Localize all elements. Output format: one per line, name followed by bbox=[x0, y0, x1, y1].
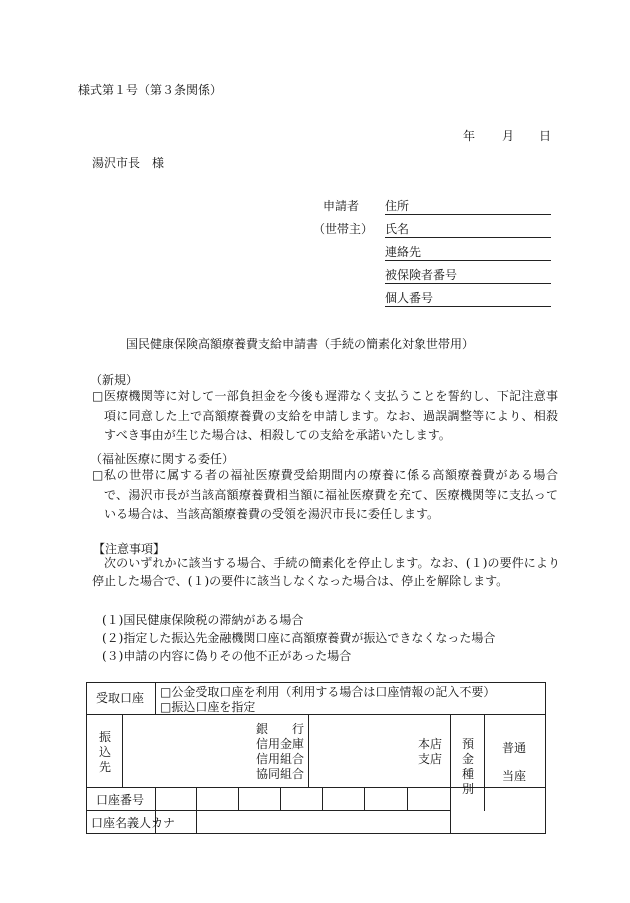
section-welfare-text: 私の世帯に属する者の福祉医療費受給期間内の療養に係る高額療養費がある場合で、湯沢市長が当該高額療養費相当額に福祉医療費を充て、医療機関等に支払っている場合は、当該高額療養費の受領を湯沢市長に委任します。 bbox=[104, 468, 558, 521]
date-month: 月 bbox=[502, 129, 515, 143]
table-vline-transfer bbox=[122, 714, 123, 788]
applicant-label: 申請者 bbox=[323, 199, 360, 213]
welfare-checkbox[interactable]: □ bbox=[92, 468, 104, 482]
date-day: 日 bbox=[539, 129, 552, 143]
acct-digit-line-3 bbox=[280, 787, 281, 811]
acct-digit-line-4 bbox=[322, 787, 323, 811]
address-field[interactable]: 住所 bbox=[385, 200, 551, 215]
note-item-3: (３)申請の内容に偽りその他不正があった場合 bbox=[102, 649, 352, 663]
transfer-destination-label: 振込先 bbox=[98, 730, 111, 774]
acct-digit-line-2 bbox=[238, 787, 239, 811]
account-type-current[interactable]: 当座 bbox=[502, 769, 527, 783]
branch-type-branch[interactable]: 支店 bbox=[418, 752, 443, 766]
note-item-1: (１)国民健康保険税の滞納がある場合 bbox=[102, 613, 304, 627]
table-hline-3 bbox=[86, 810, 451, 811]
table-vline-label bbox=[155, 682, 156, 715]
section-new-text: 医療機関等に対して一部負担金を今後も遅滞なく支払うことを誓約し、下記注意事項に同意した上で高額療養費の支給を申請します。なお、過誤調整等により、相殺すべき事由が生じた場合は、相殺しての支給を承諾いたします。 bbox=[104, 389, 558, 442]
note-item-2: (２)指定した振込先金融機関口座に高額療養費が振込できなくなった場合 bbox=[102, 631, 496, 645]
section-welfare-paragraph bbox=[92, 466, 558, 525]
insured-number-field[interactable]: 被保険者番号 bbox=[385, 269, 551, 284]
table-vline-deposit-left bbox=[450, 714, 451, 834]
section-new-paragraph bbox=[92, 387, 558, 446]
deposit-type-label: 預金種別 bbox=[461, 737, 474, 796]
acct-digit-line-1 bbox=[196, 787, 197, 834]
table-vline-deposit-right bbox=[484, 714, 485, 811]
householder-label: （世帯主） bbox=[313, 222, 374, 236]
designated-account-option[interactable]: □振込口座を指定 bbox=[160, 700, 256, 714]
bank-type-shinkumi[interactable]: 信用組合 bbox=[256, 752, 305, 766]
date-year: 年 bbox=[463, 129, 476, 143]
acct-digit-line-5 bbox=[364, 787, 365, 811]
personal-number-field[interactable]: 個人番号 bbox=[385, 292, 551, 307]
acct-digit-line-6 bbox=[407, 787, 408, 811]
form-number: 様式第１号（第３条関係） bbox=[78, 83, 223, 97]
section-welfare-heading: （福祉医療に関する委任） bbox=[90, 452, 235, 466]
account-number-label: 口座番号 bbox=[96, 793, 145, 807]
bank-type-shinkin[interactable]: 信用金庫 bbox=[256, 737, 305, 751]
new-checkbox[interactable]: □ bbox=[92, 389, 104, 403]
contact-field[interactable]: 連絡先 bbox=[385, 246, 551, 261]
name-field[interactable]: 氏名 bbox=[385, 223, 551, 238]
section-new-heading: （新規） bbox=[90, 373, 139, 387]
public-account-option[interactable]: □公金受取口座を利用（利用する場合は口座情報の記入不要） bbox=[160, 685, 496, 699]
receive-account-label: 受取口座 bbox=[96, 691, 145, 705]
account-holder-kana-label: 口座名義人カナ bbox=[91, 816, 176, 830]
addressee: 湯沢市長 様 bbox=[92, 156, 165, 170]
branch-type-head[interactable]: 本店 bbox=[418, 737, 443, 751]
notes-text: 次のいずれかに該当する場合、手続の簡素化を停止します。なお、(１)の要件により停止した場合で、(１)の要件に該当しなくなった場合は、停止を解除します。 bbox=[92, 556, 560, 588]
bank-type-bank[interactable]: 銀 行 bbox=[256, 722, 305, 736]
document-title: 国民健康保険高額療養費支給申請書（手続の簡素化対象世帯用） bbox=[126, 337, 475, 351]
account-type-ordinary[interactable]: 普通 bbox=[502, 741, 527, 755]
bank-type-kyodo[interactable]: 協同組合 bbox=[256, 767, 305, 781]
table-vline-bank bbox=[308, 714, 309, 788]
notes-heading: 【注意事項】 bbox=[93, 542, 166, 556]
